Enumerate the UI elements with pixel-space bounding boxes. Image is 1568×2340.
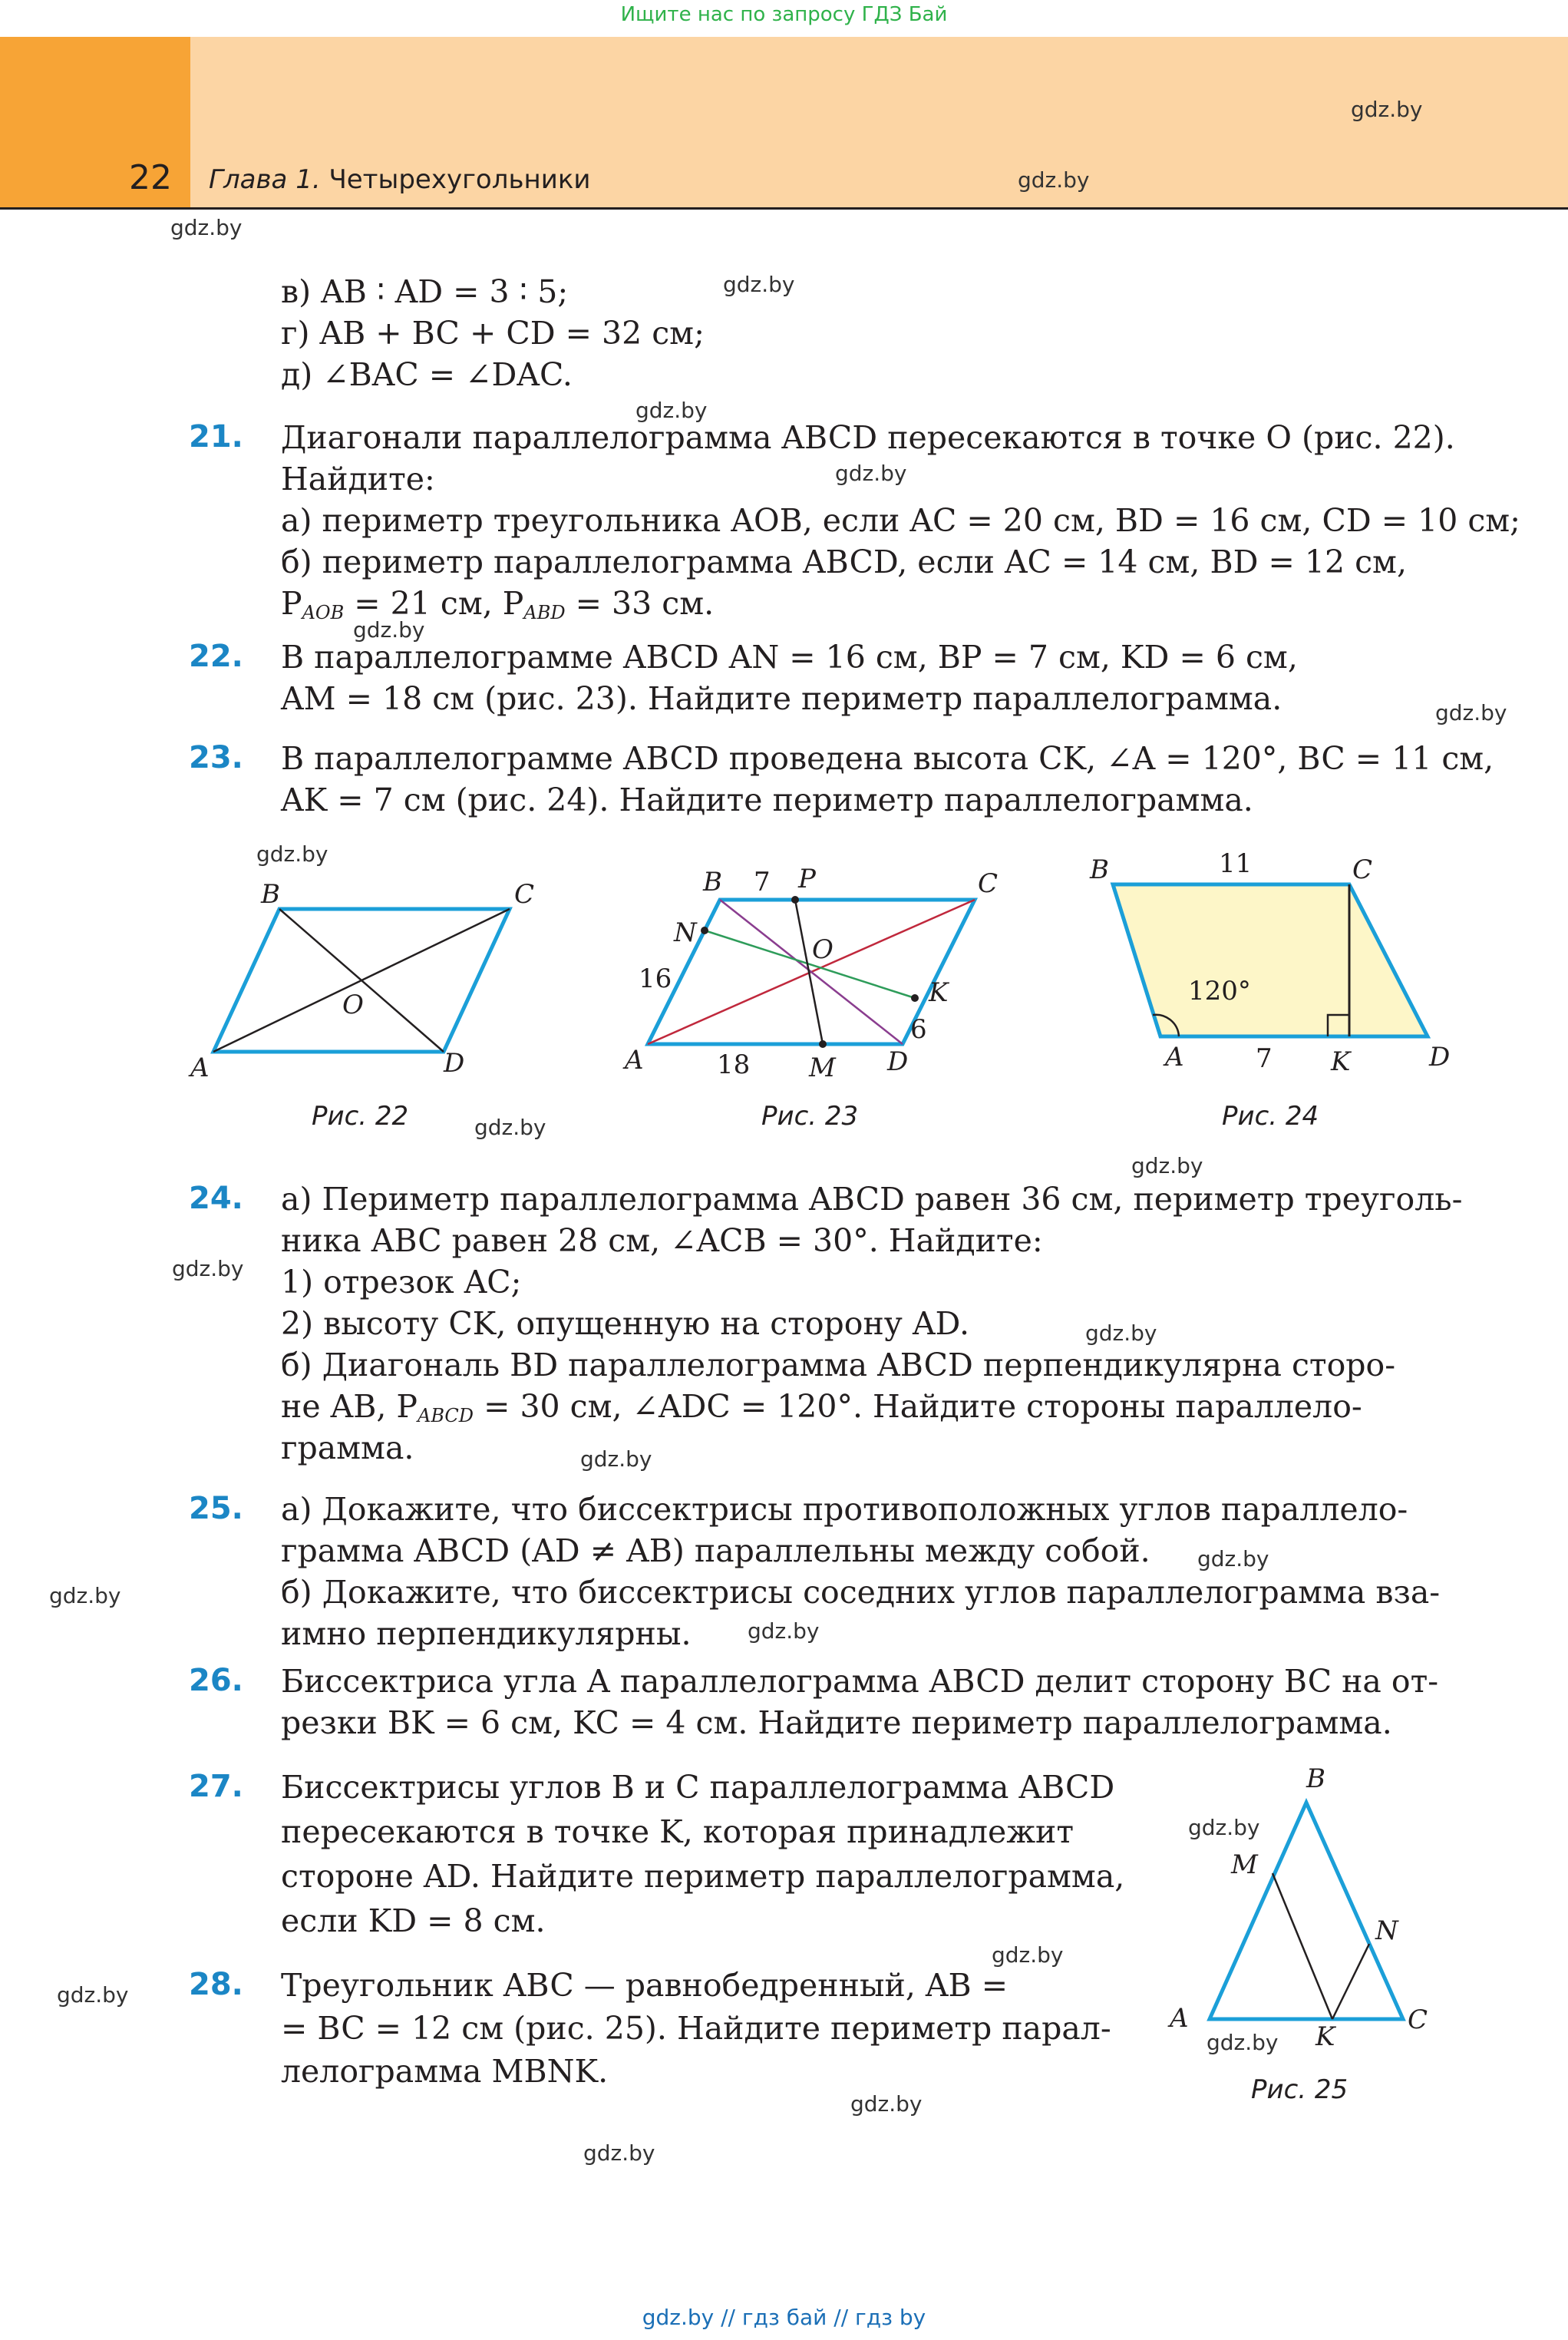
label-o: O	[342, 990, 364, 1020]
value-ak: 7	[1256, 1043, 1273, 1074]
point-p	[791, 896, 799, 904]
figure-25-caption: Рис. 25	[1251, 2074, 1348, 2105]
label-b: B	[261, 879, 280, 910]
watermark: gdz.by	[474, 1115, 546, 1140]
text-line: В параллелограмме ABCD AN = 16 см, BP = 7 см, KD = 6 см,	[281, 639, 1298, 676]
label-b: B	[1090, 854, 1109, 885]
page-number: 22	[129, 158, 172, 197]
problem-number: 22.	[189, 639, 243, 674]
chapter-label: Глава 1.	[209, 164, 321, 195]
text-line: имно перпендикулярны.	[281, 1615, 692, 1652]
figure-22	[184, 875, 583, 1090]
label-b: B	[703, 867, 722, 897]
text-part: не AB, P	[281, 1388, 418, 1425]
text-line: а) Периметр параллелограмма ABCD равен 36 см, периметр треуголь-	[281, 1181, 1463, 1218]
watermark: gdz.by	[1197, 1546, 1269, 1572]
chapter-name: Четырехугольники	[328, 164, 591, 195]
subscript: ABD	[523, 602, 566, 623]
figure-22-caption: Рис. 22	[312, 1101, 409, 1132]
problem-number: 26.	[189, 1663, 243, 1698]
text-line: Биссектриса угла A параллелограмма ABCD делит сторону BC на от-	[281, 1663, 1439, 1700]
text-line: 2) высоту CK, опущенную на сторону AD.	[281, 1305, 969, 1342]
label-c: C	[1408, 2005, 1428, 2035]
subscript: AOB	[302, 602, 345, 623]
triangle-abc	[1210, 1803, 1403, 2019]
label-a: A	[1170, 2003, 1189, 2034]
watermark: gdz.by	[172, 1256, 244, 1281]
text-line: г) AB + BC + CD = 32 см;	[281, 315, 705, 352]
problem-number: 25.	[189, 1491, 243, 1526]
label-p: P	[798, 864, 816, 894]
text-line: стороне AD. Найдите периметр параллелограмма,	[281, 1858, 1125, 1895]
watermark: gdz.by	[1018, 167, 1090, 193]
label-o: O	[812, 934, 834, 965]
top-note: Ищите нас по запросу ГДЗ Бай	[620, 3, 948, 26]
figure-23-caption: Рис. 23	[761, 1101, 859, 1132]
label-n: N	[674, 917, 697, 948]
figure-24	[1074, 844, 1504, 1090]
watermark: gdz.by	[580, 1446, 652, 1472]
watermark: gdz.by	[1351, 97, 1423, 122]
value-kd: 6	[910, 1014, 927, 1045]
label-c: C	[978, 868, 999, 899]
label-m: M	[809, 1053, 836, 1083]
text-line: ника ABC равен 28 см, ∠ACB = 30°. Найдите:	[281, 1222, 1043, 1259]
text-line: В параллелограмме ABCD проведена высота CK, ∠A = 120°, BC = 11 см,	[281, 740, 1494, 777]
watermark: gdz.by	[1435, 700, 1507, 725]
label-a: A	[625, 1045, 644, 1076]
diagonal-bd	[279, 909, 444, 1052]
label-d: D	[444, 1048, 465, 1079]
text-line: если KD = 8 см.	[281, 1902, 546, 1939]
text-line: Биссектрисы углов B и C параллелограмма ABCD	[281, 1769, 1115, 1806]
text-line	[281, 1388, 1448, 1426]
watermark: gdz.by	[850, 2091, 923, 2117]
text-line: Диагонали параллелограмма ABCD пересекаются в точке O (рис. 22).	[281, 419, 1455, 456]
segment-mk	[1273, 1873, 1332, 2019]
chapter-title	[209, 164, 590, 195]
label-k: K	[1331, 1046, 1351, 1077]
text-line: б) периметр параллелограмма ABCD, если AC = 14 см, BD = 12 см,	[281, 544, 1407, 580]
text-part: = 30 см, ∠ADC = 120°. Найдите стороны параллело-	[474, 1388, 1362, 1425]
text-line: грамма ABCD (AD ≠ AB) параллельны между собой.	[281, 1532, 1150, 1569]
text-line: Треугольник ABC — равнобедренный, AB =	[281, 1967, 1008, 2004]
label-a: A	[190, 1053, 210, 1083]
watermark: gdz.by	[1131, 1153, 1203, 1178]
text-line: AK = 7 см (рис. 24). Найдите периметр параллелограмма.	[281, 782, 1253, 818]
header-rule	[0, 207, 1568, 210]
problem-number: 21.	[189, 419, 243, 454]
subscript: ABCD	[418, 1405, 474, 1426]
text-line: а) периметр треугольника AOB, если AC = 20 см, BD = 16 см, CD = 10 см;	[281, 502, 1520, 539]
problem-number: 23.	[189, 740, 243, 775]
text-line: 1) отрезок AC;	[281, 1264, 522, 1301]
watermark: gdz.by	[1207, 2030, 1279, 2055]
text-line: AM = 18 см (рис. 23). Найдите периметр параллелограмма.	[281, 680, 1282, 717]
label-d: D	[887, 1046, 909, 1077]
text-line: лелограмма MBNK.	[281, 2053, 609, 2090]
text-part: = 21 см, P	[344, 585, 524, 622]
label-a: A	[1165, 1042, 1184, 1072]
segment-pm	[795, 900, 823, 1044]
text-line: грамма.	[281, 1429, 414, 1466]
bottom-note: gdz.by // гдз бай // гдз by	[642, 2305, 926, 2330]
figure-25	[1151, 1758, 1458, 2050]
watermark: gdz.by	[583, 2140, 655, 2166]
watermark: gdz.by	[256, 841, 328, 867]
text-part: P	[281, 585, 302, 622]
figure-24-caption: Рис. 24	[1222, 1101, 1319, 1132]
label-c: C	[514, 879, 535, 910]
diagonal-bd	[720, 900, 903, 1044]
value-bp: 7	[754, 867, 771, 897]
watermark: gdz.by	[49, 1583, 121, 1608]
value-bc: 11	[1219, 848, 1253, 879]
text-line: пересекаются в точке K, которая принадлежит	[281, 1813, 1074, 1850]
point-m	[819, 1040, 827, 1048]
problem-number: 28.	[189, 1967, 243, 2002]
text-part: = 33 см.	[565, 585, 715, 622]
text-line: Найдите:	[281, 461, 435, 497]
watermark: gdz.by	[723, 272, 795, 297]
label-b: B	[1306, 1763, 1325, 1794]
value-an: 16	[639, 963, 672, 994]
segment-kn	[1332, 1944, 1369, 2019]
text-line	[281, 585, 1448, 623]
text-line: резки BK = 6 см, KC = 4 см. Найдите периметр параллелограмма.	[281, 1704, 1392, 1741]
watermark: gdz.by	[1188, 1815, 1260, 1840]
text-line: д) ∠BAC = ∠DAC.	[281, 356, 573, 393]
watermark: gdz.by	[57, 1982, 129, 2008]
text-line: в) AB ∶ AD = 3 ∶ 5;	[281, 273, 569, 310]
parallelogram-abcd	[1113, 884, 1428, 1036]
figure-23	[614, 860, 1028, 1090]
watermark: gdz.by	[992, 1942, 1064, 1968]
text-line: б) Диагональ BD параллелограмма ABCD перпендикулярна сторо-	[281, 1347, 1396, 1383]
watermark: gdz.by	[835, 461, 907, 486]
label-m: M	[1231, 1849, 1258, 1880]
label-c: C	[1352, 854, 1373, 885]
watermark: gdz.by	[353, 617, 425, 643]
watermark: gdz.by	[1085, 1320, 1157, 1346]
value-angle-a: 120°	[1188, 976, 1251, 1006]
problem-number: 27.	[189, 1769, 243, 1804]
watermark: gdz.by	[748, 1618, 820, 1644]
label-k: K	[1315, 2021, 1335, 2050]
watermark: gdz.by	[635, 398, 708, 423]
problem-number: 24.	[189, 1181, 243, 1216]
label-k: K	[929, 977, 949, 1008]
label-d: D	[1429, 1042, 1451, 1072]
value-am: 18	[717, 1049, 751, 1080]
label-n: N	[1375, 1915, 1398, 1946]
point-k	[911, 994, 919, 1002]
point-n	[701, 927, 708, 934]
watermark: gdz.by	[170, 215, 243, 240]
text-line: б) Докажите, что биссектрисы соседних углов параллелограмма вза-	[281, 1574, 1441, 1611]
text-line: а) Докажите, что биссектрисы противоположных углов параллело-	[281, 1491, 1408, 1528]
text-line: = BC = 12 см (рис. 25). Найдите периметр парал-	[281, 2010, 1111, 2047]
